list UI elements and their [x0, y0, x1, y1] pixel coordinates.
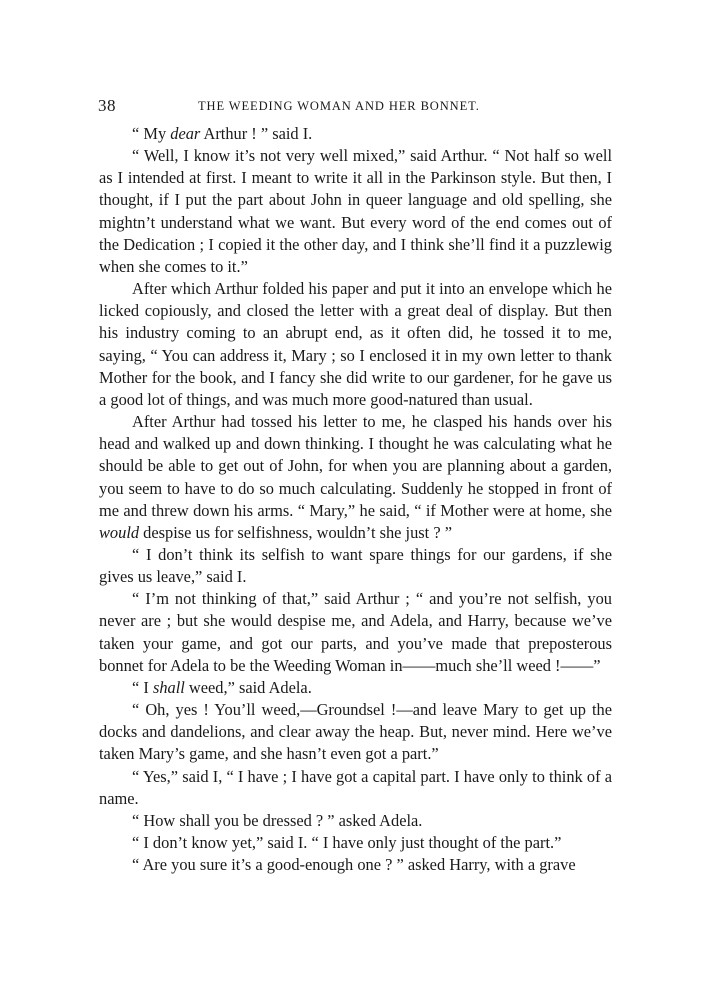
emphasis: dear — [170, 124, 201, 143]
page-number: 38 — [98, 96, 116, 115]
emphasis: shall — [152, 677, 185, 697]
page-header — [98, 96, 612, 120]
running-title: THE WEEDING WOMAN AND HER BONNET. — [198, 99, 480, 113]
body-text — [99, 123, 612, 876]
paragraph — [99, 123, 612, 145]
paragraph: “ Are you sure it’s a good-enough one ? ” asked Harry, with a grave — [132, 855, 576, 875]
paragraph: “ I don’t think its selfish to want spare things for our gardens, if she gives us leave,” said I. — [99, 544, 612, 587]
paragraph: “ How shall you be dressed ? ” asked Adela. — [132, 810, 423, 830]
paragraph-text: weed,” said Adela. — [184, 677, 312, 697]
paragraph-text: After Arthur had tossed his letter to me, he clasped his hands over his head and walked up and down thinking. I thought he was calculating what he should be able to get out of John, for when you are planning about a garden, you seem to have to do so much calculating. Suddenly he stopped in front of me and threw down his arms. “ Mary,” he said, “ if Mother were at home, she — [99, 412, 612, 520]
emphasis: would — [99, 522, 140, 542]
paragraph: After which Arthur folded his paper and put it into an envelope which he licked copiously, and closed the letter with a great deal of display. But then his industry coming to an abrupt end, as it often did, he tossed it to me, saying, “ You can address it, Mary ; so I enclosed it in my own letter to thank Mother for the book, and I fancy she did write to our gardener, for he gave us a good lot of things, and was much more good-natured than usual. — [99, 279, 612, 409]
paragraph: “ Well, I know it’s not very well mixed,” said Arthur. “ Not half so well as I intended at first. I meant to write it all in the Parkinson style. But then, I thought, if I put the part about John in queer language and old spelling, she mightn’t understand what we want. But every word of the end comes out of the Dedication ; I copied it the other day, and I think she’ll find it a puzzlewig when she comes to it.” — [99, 146, 612, 276]
paragraph-text: “ My — [132, 124, 171, 143]
paragraph-text: despise us for selfishness, wouldn’t she just ? ” — [139, 522, 452, 542]
paragraph-text: “ I — [132, 677, 153, 697]
paragraph — [99, 677, 612, 699]
paragraph: “ Oh, yes ! You’ll weed,—Groundsel !—and leave Mary to get up the docks and dandelions, and clear away the heap. But, never mind. Here we’ve taken Mary’s game, and she hasn’t even got a part.” — [99, 700, 612, 764]
paragraph-text: Arthur ! ” said I. — [200, 124, 313, 143]
paragraph — [99, 411, 612, 544]
paragraph: “ Yes,” said I, “ I have ; I have got a capital part. I have only to think of a name. — [99, 766, 612, 808]
paragraph: “ I don’t know yet,” said I. “ I have only just thought of the part.” — [132, 833, 562, 852]
paragraph: “ I’m not thinking of that,” said Arthur ; “ and you’re not selfish, you never are ; but she would despise me, and Adela, and Harry, because we’ve taken your game, and got our parts, and you’ve made that preposterous bonnet for Adela to be the Weeding Woman in——much she’ll weed !——” — [99, 589, 612, 675]
